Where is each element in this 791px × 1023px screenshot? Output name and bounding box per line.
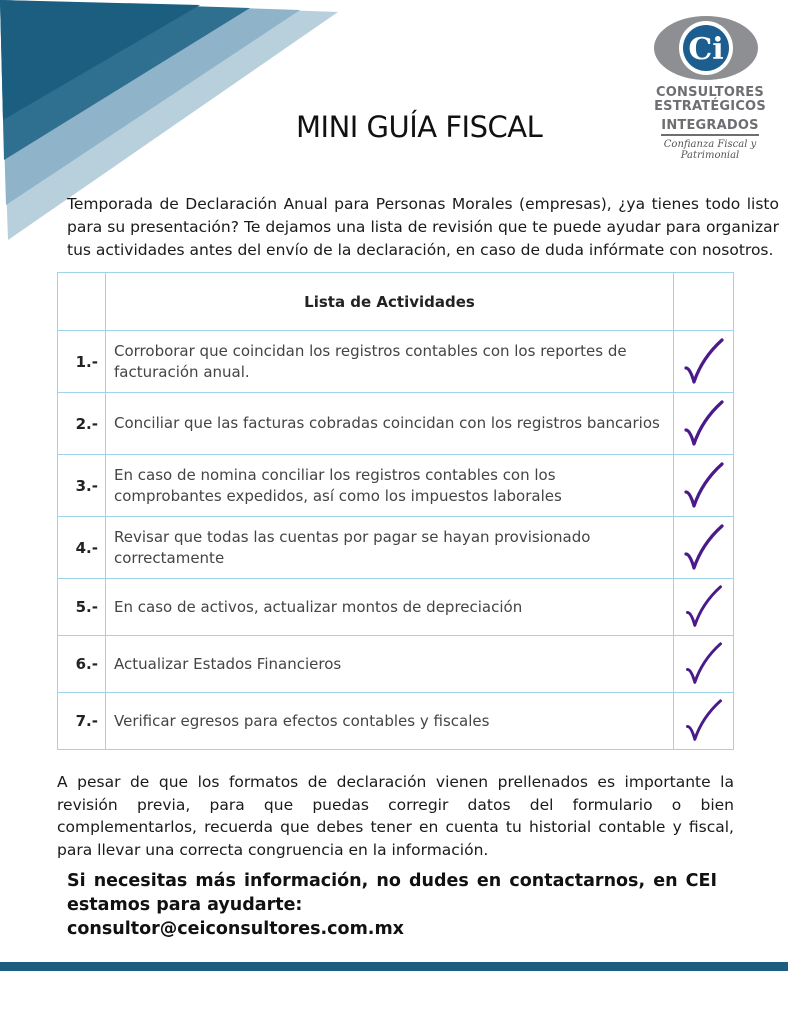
row-text: Conciliar que las facturas cobradas coincidan con los registros bancarios [106,393,674,455]
table-header-row [58,273,734,331]
footer-bar [0,962,788,971]
contact-email[interactable]: consultor@ceiconsultores.com.mx [67,919,404,939]
row-text: Verificar egresos para efectos contables y fiscales [106,693,674,750]
checkmark-icon [684,642,724,686]
table-row [58,393,734,455]
company-logo [640,10,780,160]
activities-table [57,272,734,750]
row-number: 1.- [58,331,106,393]
table-row [58,636,734,693]
page-title: MINI GUÍA FISCAL [296,110,543,144]
row-check [674,636,734,693]
logo-emblem-icon [640,10,780,86]
outro-paragraph: A pesar de que los formatos de declaración vienen prellenados es importante la revisión previa, para que puedas corregir datos del formulario o bien complementarlos, recuerda que debes tener en cuenta tu historial contable y fiscal, para llevar una correcta congruencia en la información. [57,773,734,859]
header-num-cell [58,273,106,331]
row-check [674,693,734,750]
checkmark-icon [684,699,724,743]
row-number: 3.- [58,455,106,517]
table-row [58,331,734,393]
row-check [674,517,734,579]
checkmark-icon [684,400,724,448]
checkmark-icon [684,462,724,510]
checkmark-icon [684,585,724,629]
logo-line-3: INTEGRADOS [661,119,758,136]
table-row [58,455,734,517]
row-text: Actualizar Estados Financieros [106,636,674,693]
row-check [674,579,734,636]
row-check [674,393,734,455]
table-row [58,579,734,636]
row-text: En caso de nomina conciliar los registros contables con los comprobantes expedidos, así como los impuestos laborales [106,455,674,517]
row-check [674,331,734,393]
row-number: 5.- [58,579,106,636]
table-row [58,517,734,579]
row-number: 6.- [58,636,106,693]
table-row [58,693,734,750]
logo-tagline: Confianza Fiscal y Patrimonial [663,139,757,161]
intro-paragraph: Temporada de Declaración Anual para Personas Morales (empresas), ¿ya tienes todo listo para su presentación? Te dejamos una lista de revisión que te puede ayudar para organizar tus actividades antes del envío de la declaración, en caso de duda infórmate con nosotros. [67,195,779,259]
logo-line-1: CONSULTORES [656,85,764,100]
row-number: 7.- [58,693,106,750]
logo-mark: Ci [688,32,724,67]
contact-message: Si necesitas más información, no dudes en contactarnos, en CEI estamos para ayudarte: [67,871,717,915]
row-check [674,455,734,517]
row-number: 4.- [58,517,106,579]
row-text: Revisar que todas las cuentas por pagar se hayan provisionado correctamente [106,517,674,579]
row-text: Corroborar que coincidan los registros contables con los reportes de facturación anual. [106,331,674,393]
contact-block [67,869,717,941]
checkmark-icon [684,524,724,572]
row-number: 2.- [58,393,106,455]
header-check-cell [674,273,734,331]
row-text: En caso de activos, actualizar montos de depreciación [106,579,674,636]
checkmark-icon [684,338,724,386]
table-header: Lista de Actividades [106,273,674,331]
logo-line-2: ESTRATÉGICOS [654,99,766,114]
